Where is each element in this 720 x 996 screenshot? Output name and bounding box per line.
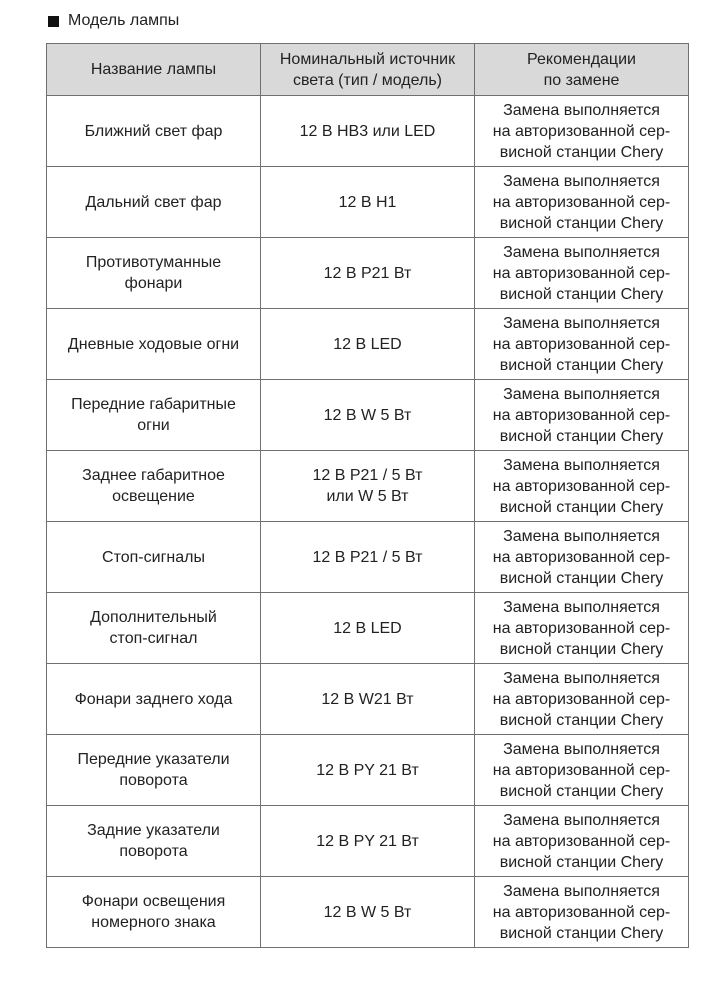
header-recommendation: Рекомендации по замене (475, 44, 689, 96)
light-source-cell: 12 В W 5 Вт (261, 380, 475, 451)
light-source-cell: 12 В P21 / 5 Вт или W 5 Вт (261, 451, 475, 522)
table-row (47, 664, 689, 735)
table-row (47, 309, 689, 380)
lamp-name-cell: Заднее габаритное освещение (47, 451, 261, 522)
light-source-cell: 12 В P21 / 5 Вт (261, 522, 475, 593)
table-row (47, 238, 689, 309)
table-row (47, 806, 689, 877)
table-row (47, 451, 689, 522)
light-source-cell: 12 В PY 21 Вт (261, 735, 475, 806)
recommendation-cell: Замена выполняется на авторизованной сер- висной станции Chery (475, 664, 689, 735)
lamp-name-cell: Фонари освещения номерного знака (47, 877, 261, 948)
lamp-name-cell: Передние габаритные огни (47, 380, 261, 451)
table-row (47, 167, 689, 238)
light-source-cell: 12 В P21 Вт (261, 238, 475, 309)
recommendation-cell: Замена выполняется на авторизованной сер- висной станции Chery (475, 522, 689, 593)
recommendation-cell: Замена выполняется на авторизованной сер- висной станции Chery (475, 806, 689, 877)
section-title-text: Модель лампы (68, 12, 180, 29)
lamp-name-cell: Дневные ходовые огни (47, 309, 261, 380)
light-source-cell: 12 В W 5 Вт (261, 877, 475, 948)
light-source-cell: 12 В LED (261, 309, 475, 380)
lamp-name-cell: Стоп-сигналы (47, 522, 261, 593)
recommendation-cell: Замена выполняется на авторизованной сер- висной станции Chery (475, 309, 689, 380)
light-source-cell: 12 В PY 21 Вт (261, 806, 475, 877)
recommendation-cell: Замена выполняется на авторизованной сер- висной станции Chery (475, 238, 689, 309)
filled-square-icon (48, 16, 59, 27)
light-source-cell: 12 В HB3 или LED (261, 96, 475, 167)
recommendation-cell: Замена выполняется на авторизованной сер- висной станции Chery (475, 735, 689, 806)
header-light-source: Номинальный источник света (тип / модель) (261, 44, 475, 96)
table-row (47, 96, 689, 167)
section-title (48, 12, 179, 30)
table-row (47, 380, 689, 451)
table-row (47, 735, 689, 806)
table-row (47, 522, 689, 593)
table-header-row (47, 44, 689, 96)
recommendation-cell: Замена выполняется на авторизованной сер- висной станции Chery (475, 167, 689, 238)
recommendation-cell: Замена выполняется на авторизованной сер- висной станции Chery (475, 96, 689, 167)
lamp-table (46, 43, 689, 948)
light-source-cell: 12 В W21 Вт (261, 664, 475, 735)
recommendation-cell: Замена выполняется на авторизованной сер- висной станции Chery (475, 380, 689, 451)
light-source-cell: 12 В H1 (261, 167, 475, 238)
table-row (47, 877, 689, 948)
lamp-name-cell: Задние указатели поворота (47, 806, 261, 877)
lamp-name-cell: Противотуманные фонари (47, 238, 261, 309)
lamp-name-cell: Фонари заднего хода (47, 664, 261, 735)
recommendation-cell: Замена выполняется на авторизованной сер- висной станции Chery (475, 593, 689, 664)
lamp-name-cell: Дальний свет фар (47, 167, 261, 238)
lamp-name-cell: Передние указатели поворота (47, 735, 261, 806)
lamp-name-cell: Дополнительный стоп-сигнал (47, 593, 261, 664)
header-lamp-name: Название лампы (47, 44, 261, 96)
light-source-cell: 12 В LED (261, 593, 475, 664)
recommendation-cell: Замена выполняется на авторизованной сер- висной станции Chery (475, 877, 689, 948)
table-row (47, 593, 689, 664)
lamp-name-cell: Ближний свет фар (47, 96, 261, 167)
recommendation-cell: Замена выполняется на авторизованной сер- висной станции Chery (475, 451, 689, 522)
